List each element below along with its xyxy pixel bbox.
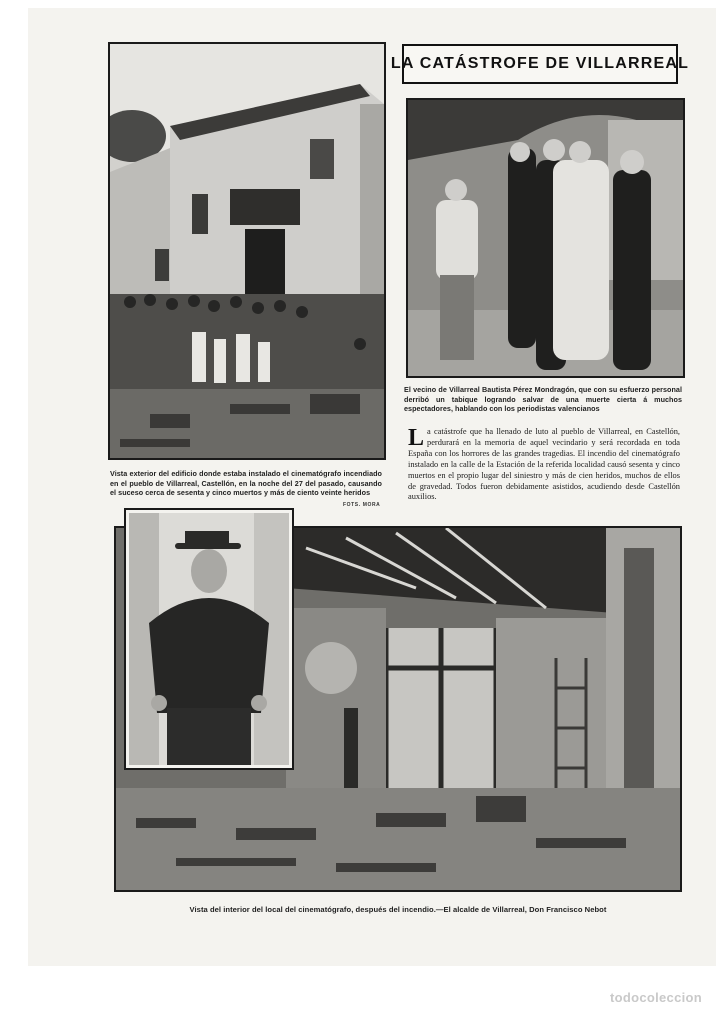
article-text (408, 427, 680, 503)
caption-building-exterior: Vista exterior del edificio donde estaba instalado el cinematógrafo incendiado en el pueblo de Villarreal, Castellón, en la noche del 27 del pasado, causando el suceso cerca de sesenta y cinco muertos y más de ciento veinte heridos (110, 469, 382, 498)
photo-vecino-periodistas (406, 98, 685, 378)
caption-interior-alcalde: Vista del interior del local del cinematógrafo, después del incendio.—El alcalde de Villarreal, Don Francisco Nebot (189, 905, 607, 914)
page-title: LA CATÁSTROFE DE VILLARREAL (390, 55, 690, 72)
photo-credit: FOTS. MORA (343, 502, 381, 508)
watermark: todocoleccion (609, 990, 702, 1005)
caption-vecino: El vecino de Villarreal Bautista Pérez Mondragón, que con su esfuerzo personal derribó un tabique logrando salvar de una muerte cierta á muchos espectadores, hablando con los periodistas valencianos (404, 385, 682, 414)
article-dropcap: L (408, 425, 425, 451)
article-paragraph: a catástrofe que ha llenado de luto al pueblo de Villarreal, en Castellón, perdurará en la memoria de aquel vecindario y será recordada en toda España con los horrores de las grandes tragedias. El incendio del cinematógrafo instalado en la calle de la Estación de la referida localidad causó sesenta y cinco muertos en el propio lugar del siniestro y más de cien heridos, muchos de ellos de gravedad. Todos fueron debidamente asistidos, acudiendo desde Castellón auxilios. (408, 427, 680, 502)
page-title-box (390, 44, 690, 84)
photo-building-exterior (108, 42, 386, 460)
photo-alcalde-portrait (126, 510, 292, 768)
